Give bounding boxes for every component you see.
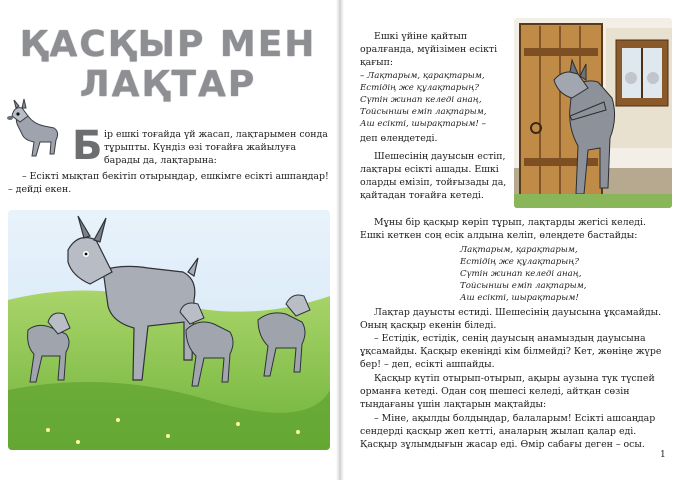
- paragraph-moral: – Міне, ақылды болдыңдар, балаларым! Есікті ашсаңдар сендерді қасқыр жеп кетті, аналарың жылап қалар еді. Қасқыр зұлымдығын жасар еді. Өмір сабағы деген – осы.: [360, 413, 656, 450]
- page-number: 1: [660, 450, 666, 460]
- paragraph-kids-reply: – Естідік, естідік, сенің дауысың анамыздың дауысына ұқсамайды. Қасқыр екеніңді кім білмейді? Кет, жөніңе жүре бер! – деп, есікті ашпайды.: [360, 333, 662, 370]
- paragraph-kids-open: Шешесінің дауысын естіп, лақтары есікті ашады. Ешкі оларды емізіп, тойғызады да, қайтадан тоғайға кетеді.: [360, 151, 507, 201]
- intro-dialogue: – Есікті мықтап бекітіп отырыңдар, ешкімге есікті ашпаңдар! – дейді екен.: [8, 171, 329, 195]
- goats-meadow-illustration: [8, 210, 330, 450]
- poem-line: Сүтін жинап келеді анаң,: [360, 95, 482, 105]
- poem-line: – Лақтарым, қарақтарым,: [360, 71, 485, 81]
- intro-paragraph: ір ешкі тоғайда үй жасап, лақтарымен сонда тұрыпты. Күндіз өзі тоғайға жайылуға барады да, лақтарына:: [104, 129, 328, 166]
- poem-line: Аш есікті, шырақтарым! –: [360, 119, 486, 129]
- paragraph-kids-hear: Лақтар дауысты естиді. Шешесінің дауысына ұқсамайды. Оның қасқыр екенін біледі.: [360, 307, 662, 331]
- book-gutter: [336, 0, 344, 480]
- poem-ending-line: деп өлеңдетеді.: [360, 133, 438, 144]
- paragraph-wolf-sees: Мұны бір қасқыр көріп тұрып, лақтарды жегісі келеді. Ешкі кеткен соң есік алдына келіп, өлеңдете бастайды:: [360, 217, 646, 241]
- right-page: [344, 0, 680, 480]
- drop-cap: Б: [72, 123, 103, 169]
- story-title-line-1: ҚАСҚЫР МЕН: [19, 24, 317, 65]
- poem-line: Лақтарым, қарақтарым,: [460, 245, 578, 255]
- poem-line: Аш есікті, шырақтарым!: [460, 293, 579, 303]
- poem-line: Сүтін жинап келеді анаң,: [460, 269, 582, 279]
- poem-line: Тойсыншы еміп лақтарым,: [460, 281, 587, 291]
- poem-line: Естідің же құлақтарың?: [460, 257, 580, 267]
- left-page: [0, 0, 336, 480]
- poem-line: Естідің же құлақтарың?: [360, 83, 480, 93]
- paragraph-mother-returns: Ешкі үйіне қайтып оралғанда, мүйізімен есікті қағып:: [360, 31, 498, 68]
- paragraph-wolf-leaves: Қасқыр күтіп отырып-отырып, ақыры аузына түк түспей орманға кетеді. Одан соң шешесі келеді, айтқан сөзін тыңдағаны үшін лақтарын мақтайды:: [360, 373, 655, 410]
- poem-wolf-song: [460, 244, 660, 304]
- small-goat-illustration: [4, 96, 66, 168]
- poem-mother-song: [360, 70, 510, 130]
- wolf-at-door-illustration: [514, 18, 672, 208]
- story-title-line-2: ЛАҚТАР: [79, 64, 257, 105]
- poem-line: Тойсыншы еміп лақтарым,: [360, 107, 487, 117]
